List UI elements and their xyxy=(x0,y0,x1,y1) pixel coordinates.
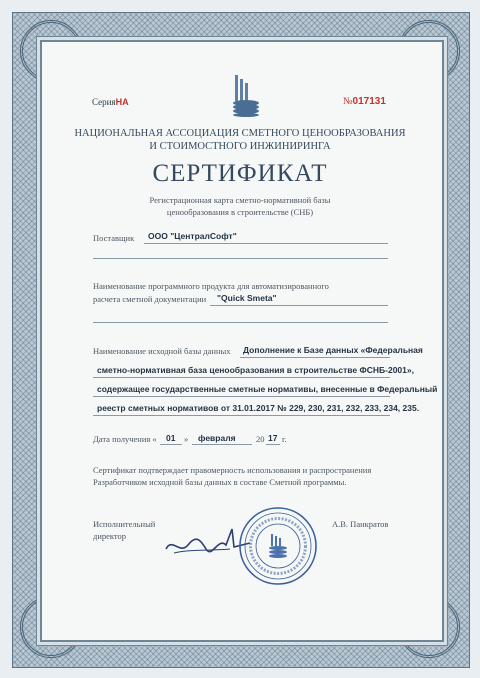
source-base-value-line4: реестр сметных нормативов от 31.01.2017 № 229, 230, 231, 232, 233, 234, 235. xyxy=(97,403,420,413)
signatory-title-line2: директор xyxy=(93,531,127,541)
received-date-year-unit: г. xyxy=(282,434,287,444)
received-date-year-prefix: 20 xyxy=(256,434,265,444)
statement-line1: Сертификат подтверждает правомерность использования и распространения xyxy=(93,465,372,475)
signatory-name: А.В. Панкратов xyxy=(332,519,389,529)
number-label: № xyxy=(343,96,353,107)
fill-line xyxy=(93,415,390,416)
organization-logo-icon xyxy=(231,73,261,117)
fill-line xyxy=(240,357,390,358)
received-date-month: февраля xyxy=(198,433,236,443)
organization-name-line1: НАЦИОНАЛЬНАЯ АССОЦИАЦИЯ СМЕТНОГО ЦЕНООБРАЗОВАНИЯ xyxy=(74,128,406,139)
fill-line xyxy=(93,258,388,259)
source-base-value-line3: содержащее государственные сметные нормативы, внесенные в Федеральный xyxy=(97,384,438,394)
subtitle-line1: Регистрационная карта сметно-нормативной базы xyxy=(149,195,331,205)
source-base-label: Наименование исходной базы данных xyxy=(93,346,231,356)
fill-line xyxy=(266,444,280,445)
fill-line xyxy=(93,377,390,378)
number-value: 017131 xyxy=(352,96,386,107)
fill-line xyxy=(192,444,252,445)
received-date-year-suffix: 17 xyxy=(268,433,278,443)
fill-line xyxy=(93,322,388,323)
received-date-day: 01 xyxy=(166,433,176,443)
fill-line xyxy=(93,396,390,397)
product-value: "Quick Smeta" xyxy=(217,293,277,303)
certificate-number xyxy=(343,96,386,107)
certificate-title: СЕРТИФИКАТ xyxy=(152,160,328,187)
signatory-title-line1: Исполнительный xyxy=(93,519,156,529)
organization-name-line2: И СТОИМОСТНОГО ИНЖИНИРИНГА xyxy=(149,141,331,152)
source-base-value-line2: сметно-нормативная база ценообразования в строительстве ФСНБ-2001», xyxy=(97,365,414,375)
product-label-line2: расчета сметной документации xyxy=(93,294,207,304)
fill-line xyxy=(144,243,388,244)
statement-line2: Разработчиком исходной базы данных в составе Сметной программы. xyxy=(93,477,347,487)
fill-line xyxy=(160,444,182,445)
series-label: Серия xyxy=(92,97,116,107)
series-line xyxy=(92,97,129,107)
source-base-value-line1: Дополнение к Базе данных «Федеральная xyxy=(243,345,423,355)
received-date-quote: » xyxy=(184,434,189,444)
fill-line xyxy=(210,305,388,306)
received-date-label: Дата получения « xyxy=(93,434,157,444)
seal-icon xyxy=(238,506,318,586)
subtitle-line2: ценообразования в строительстве (СНБ) xyxy=(166,207,314,217)
supplier-value: ООО "ЦентралСофт" xyxy=(148,231,237,241)
product-label-line1: Наименование программного продукта для автоматизированного xyxy=(93,281,329,291)
series-value: НА xyxy=(115,97,129,107)
supplier-label: Поставщик xyxy=(93,233,135,243)
